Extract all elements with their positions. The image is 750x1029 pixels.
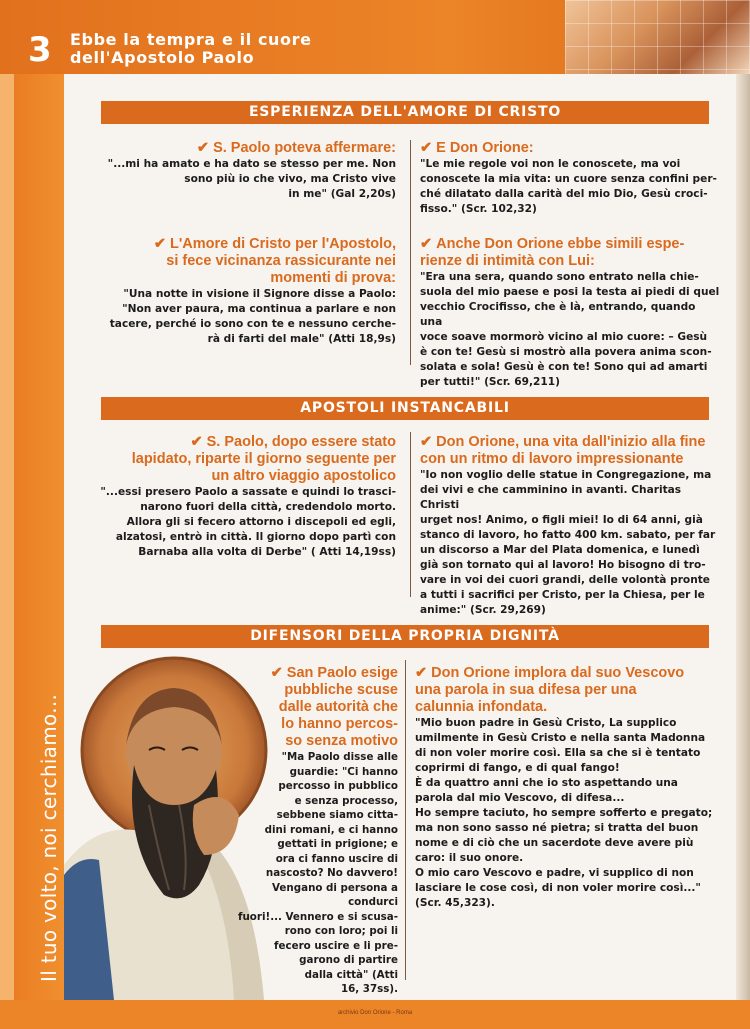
check-icon: ✔ (415, 665, 428, 681)
block-quote: "...essi presero Paolo a sassate e quindi lo trasci- narono fuori della città, credendolo morto. Allora gli si fecero attorno i discepoli ed egli, alzatosi, entrò in città. Il giorno dopo partì con Barnaba alla volta di Derbe" ( Atti 14,19ss) (100, 486, 396, 558)
block-quote: "Una notte in visione il Signore disse a Paolo: "Non aver paura, ma continua a parlare e non tacere, perché io sono con te e nessuno cerche- rà di farti del male" (Atti 18,9s) (109, 288, 396, 345)
block-heading: S. Paolo poteva affermare: (213, 140, 396, 156)
chapter-title-line1: Ebbe la tempra e il cuore (70, 30, 312, 49)
column-divider (405, 660, 406, 980)
section1-right-block2 (420, 236, 720, 390)
chapter-title (70, 31, 470, 67)
block-heading: Anche Don Orione ebbe simili espe- rienze di intimità con Lui: (420, 236, 685, 269)
block-quote: "Mio buon padre in Gesù Cristo, La supplico umilmente in Gesù Cristo e nella santa Madonna di non voler morire così. Ella sa che si è tentato coprirmi di fango, e di qual fango! È da quattro anni che io sto aspettando una parola dal mio Vescovo, di difesa... Ho sempre taciuto, ho sempre sofferto e pregato; ma non sono sasso né pietra; si tratta del buon nome e di ciò che un sacerdote deve avere più caro: il suo onore. O mio caro Vescovo e padre, vi supplico di non lasciare le cose così, di non voler morire così..." (Scr. 45,323). (415, 717, 713, 909)
block-quote: "Era una sera, quando sono entrato nella chie- suola del mio paese e posi la testa ai piedi di quel vecchio Crocifisso, che è là, entrando, quando una voce soave mormorò vicino al mio cuore: – Gesù è con te! Gesù si mostrò alla povera anima scon- solata e sola! Gesù è con te! Sono qui ad amarti per tutti!" (Scr. 69,211) (420, 271, 720, 388)
section2-left-block (100, 434, 396, 560)
check-icon: ✔ (420, 140, 433, 156)
header-portrait-photo (565, 0, 750, 74)
section1-left-block2 (100, 236, 396, 347)
section-title-difensori: DIFENSORI DELLA PROPRIA DIGNITÀ (101, 625, 709, 648)
block-heading: S. Paolo, dopo essere stato lapidato, riparte il giorno seguente per un altro viaggio apostolico (131, 434, 396, 484)
section1-right-block1 (420, 140, 720, 217)
section3-right-block (415, 665, 720, 911)
block-heading: San Paolo esige pubbliche scuse dalle autorità che lo hanno percos- so senza motivo (278, 665, 398, 749)
section-title-apostoli: APOSTOLI INSTANCABILI (101, 397, 709, 420)
block-quote: "Ma Paolo disse alle guardie: "Ci hanno percosso in pubblico e senza processo, sebbene siamo citta- dini romani, e ci hanno gettati in prigione; e ora ci fanno uscire di nascosto? No davvero! Vengano di persona a condurci fuori!... Vennero e si scusa- rono con loro; poi li fecero uscire e li pre- garono di partire dalla città" (Atti 16, 37ss). (238, 751, 399, 995)
block-quote: "Io non voglio delle statue in Congregazione, ma dei vivi e che camminino in avanti. Charitas Christi urget nos! Animo, o figli miei! Io di 64 anni, già stanco di lavoro, ho fatto 400 km. sabato, per far un discorso a Mar del Plata domenica, e lunedì già son tornato qui al lavoro! Ho bisogno di tro- vare in voi dei cuori grandi, delle volontà pronte a tutti i sacrifici per Cristo, per la Chiesa, per le anime:" (Scr. 29,269) (420, 469, 716, 616)
chapter-number: 3 (28, 30, 52, 70)
left-strip-highlight (0, 74, 14, 1029)
section-title-esperienza: ESPERIENZA DELL'AMORE DI CRISTO (101, 101, 709, 124)
block-heading: Don Orione implora dal suo Vescovo una parola in sua difesa per una calunnia infondata. (415, 665, 685, 715)
check-icon: ✔ (153, 236, 166, 252)
section1-left-block1 (100, 140, 396, 202)
block-heading: L'Amore di Cristo per l'Apostolo, si fece vicinanza rassicurante nei momenti di prova: (166, 236, 396, 286)
section3-left-block (238, 665, 398, 997)
right-page-edge (736, 74, 750, 1000)
block-heading: Don Orione, una vita dall'inizio alla fine con un ritmo di lavoro impressionante (420, 434, 706, 467)
sidebar-vertical-title: Il tuo volto, noi cerchiamo... (37, 693, 61, 982)
check-icon: ✔ (196, 140, 210, 156)
column-divider (410, 140, 411, 365)
block-quote: "...mi ha amato e ha dato se stesso per me. Non sono più io che vivo, ma Cristo vive in me" (Gal 2,20s) (107, 158, 396, 200)
check-icon: ✔ (420, 236, 433, 252)
check-icon: ✔ (420, 434, 433, 450)
check-icon: ✔ (190, 434, 203, 450)
chapter-title-line2: dell'Apostolo Paolo (70, 48, 255, 67)
footer-credit: archivio Don Orione - Roma (337, 1010, 413, 1016)
section2-right-block (420, 434, 720, 618)
column-divider (410, 432, 411, 597)
block-quote: "Le mie regole voi non le conoscete, ma voi conoscete la mia vita: un cuore senza confini per- ché dilatato dalla carità del mio Dio, Gesù croci- fisso." (Scr. 102,32) (420, 158, 717, 215)
block-heading: E Don Orione: (436, 140, 534, 156)
check-icon: ✔ (270, 665, 283, 681)
